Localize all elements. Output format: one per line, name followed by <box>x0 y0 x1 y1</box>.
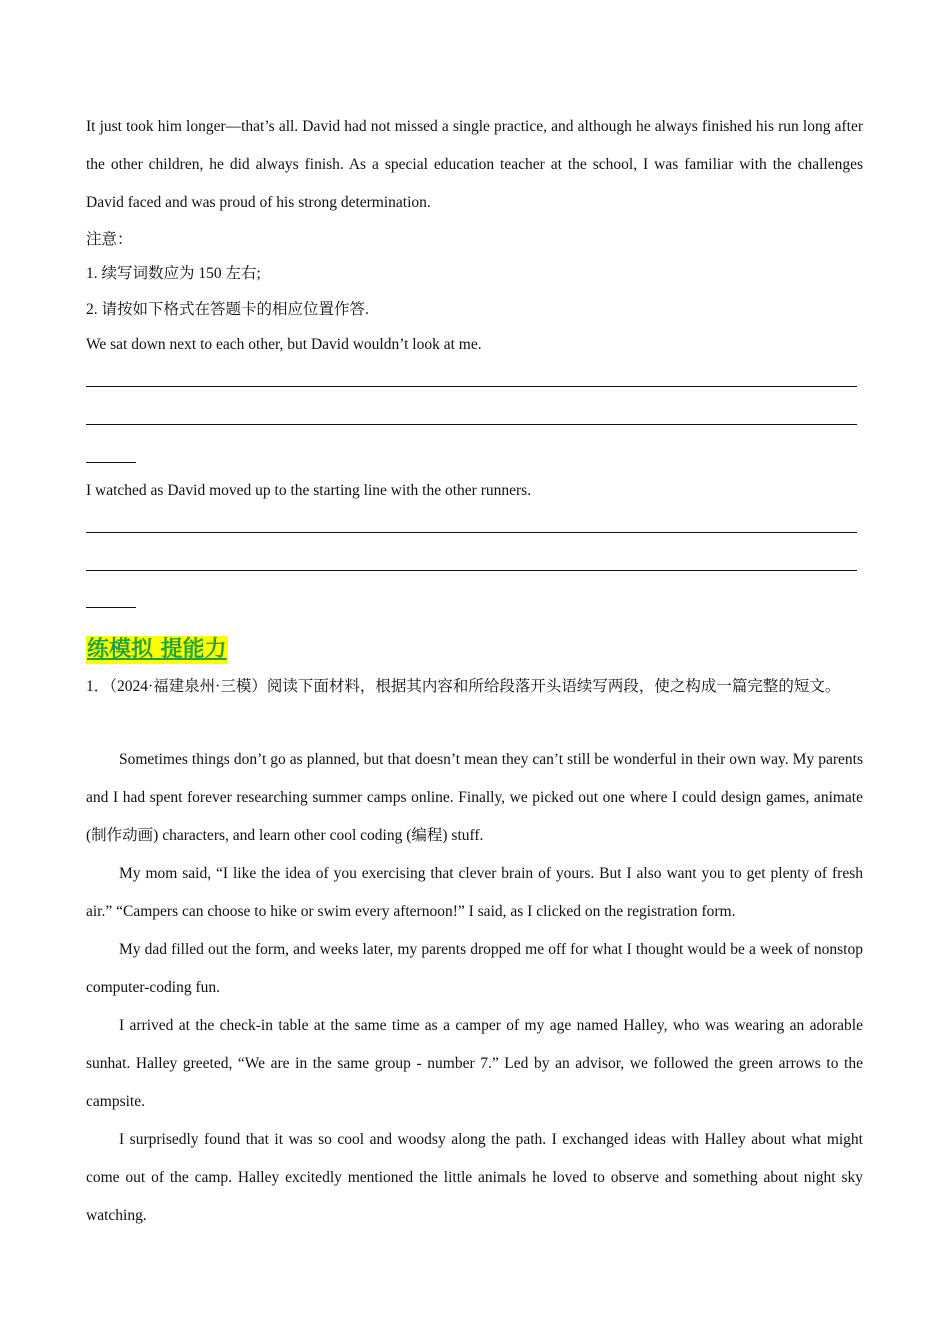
story-paragraph: Sometimes things don’t go as planned, but that doesn’t mean they can’t still be wonderful in their own way. My parents and I had spent forever researching summer camps online. Finally, we picked out one where I could design games, animate (制作动画) characters, and learn other cool coding (编程) stuff. <box>86 751 863 844</box>
section-heading-wrap <box>86 636 228 664</box>
intro-paragraph: It just took him longer—that’s all. David had not missed a single practice, and although he always finished his run long after the other children, he did always finish. As a special education teacher at the school, I was familiar with the challenges David faced and was proud of his strong determination. <box>86 118 863 211</box>
story-paragraph: My dad filled out the form, and weeks later, my parents dropped me off for what I thought would be a week of nonstop computer-coding fun. <box>86 941 863 996</box>
answer-line-end <box>86 462 136 463</box>
answer-line <box>86 386 857 387</box>
notes-item-1: 1. 续写词数应为 150 左右; <box>86 265 261 282</box>
story-paragraph: I arrived at the check-in table at the same time as a camper of my age named Halley, who was wearing an adorable sunhat. Halley greeted, “We are in the same group - number 7.” Led by an advisor, we followed the green arrows to the campsite. <box>86 1017 863 1110</box>
paragraph-1-opening: We sat down next to each other, but David wouldn’t look at me. <box>86 336 482 353</box>
answer-line <box>86 570 857 571</box>
story-paragraph: My mom said, “I like the idea of you exercising that clever brain of yours. But I also want you to get plenty of fresh air.” “Campers can choose to hike or swim every afternoon!” I said, as I clicked on the registration form. <box>86 865 863 920</box>
notes-item-2: 2. 请按如下格式在答题卡的相应位置作答. <box>86 301 369 318</box>
answer-line <box>86 532 857 533</box>
question-instruction: 1．（2024·福建泉州·三模）阅读下面材料，根据其内容和所给段落开头语续写两段，使之构成一篇完整的短文。 <box>86 678 841 695</box>
answer-line-end <box>86 607 136 608</box>
story-paragraph: I surprisedly found that it was so cool and woodsy along the path. I exchanged ideas with Halley about what might come out of the camp. Halley excitedly mentioned the little animals he loved to observe and something about night sky watching. <box>86 1131 863 1224</box>
paragraph-2-opening: I watched as David moved up to the starting line with the other runners. <box>86 482 532 499</box>
section-heading: 练模拟 提能力 <box>87 637 227 662</box>
story-passage <box>86 741 863 1235</box>
answer-line <box>86 424 857 425</box>
notes-title: 注意： <box>86 231 133 248</box>
